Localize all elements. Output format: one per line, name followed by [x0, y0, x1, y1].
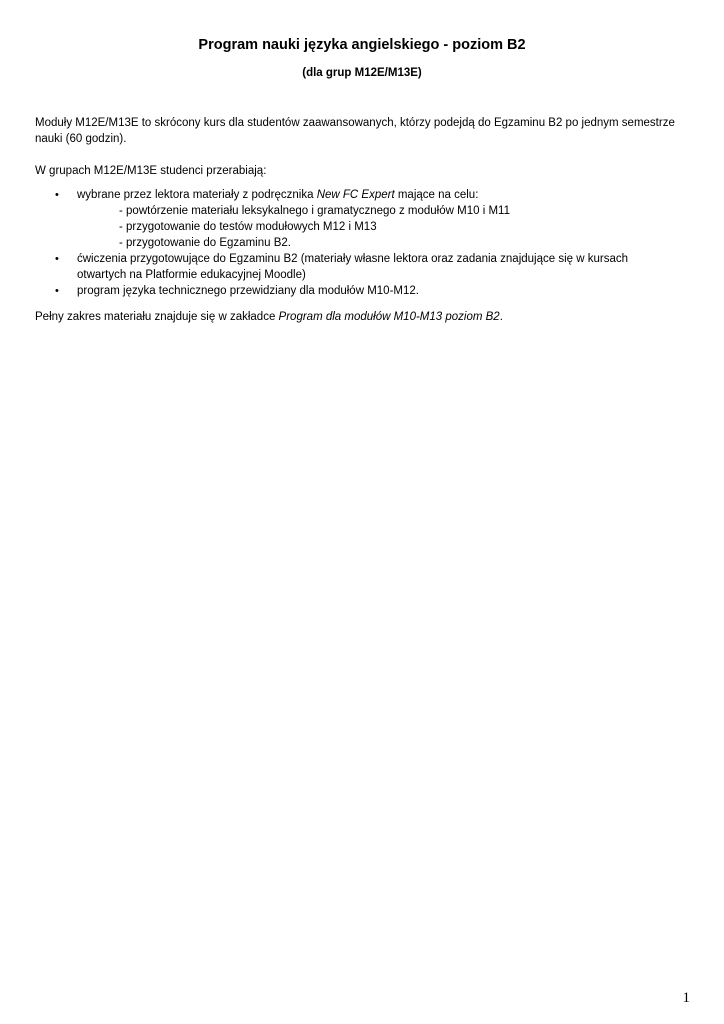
list-item-text: wybrane przez lektora materiały z podręcznika: [77, 189, 317, 201]
sub-item: - przygotowanie do Egzaminu B2.: [119, 237, 291, 249]
full-scope-text: .: [499, 311, 503, 323]
textbook-title: New FC Expert: [316, 189, 395, 201]
intro-paragraph: Moduły M12E/M13E to skrócony kurs dla studentów zaawansowanych, którzy podejdą do Egzaminu B2 po jednym semestrze nauki (60 godzin).: [35, 117, 675, 145]
list-item-text: mające na celu:: [394, 189, 479, 201]
curriculum-list: [35, 187, 675, 299]
full-scope-paragraph: [35, 309, 675, 325]
list-item: [35, 187, 675, 251]
list-item-text: ćwiczenia przygotowujące do Egzaminu B2 (materiały własne lektora oraz zadania znajdujące się w kursach otwartych na Platformie edukacyjnej Moodle): [77, 253, 628, 281]
document-subtitle: (dla grup M12E/M13E): [302, 67, 422, 79]
bullet-icon: •: [55, 285, 59, 297]
page-number: 1: [682, 990, 690, 1006]
groups-intro-paragraph: W grupach M12E/M13E studenci przerabiają:: [35, 165, 267, 177]
bullet-icon: •: [55, 189, 59, 201]
sub-item: - powtórzenie materiału leksykalnego i gramatycznego z modułów M10 i M11: [119, 205, 510, 217]
program-reference: Program dla modułów M10-M13 poziom B2: [278, 311, 500, 323]
sub-item: - przygotowanie do testów modułowych M12 i M13: [119, 221, 377, 233]
bullet-icon: •: [55, 253, 59, 265]
document-title: Program nauki języka angielskiego - poziom B2: [198, 37, 526, 53]
list-item-text: program języka technicznego przewidziany dla modułów M10-M12.: [77, 285, 419, 297]
list-item: [35, 251, 675, 283]
list-item: [35, 283, 675, 299]
full-scope-text: Pełny zakres materiału znajduje się w zakładce: [35, 311, 279, 323]
